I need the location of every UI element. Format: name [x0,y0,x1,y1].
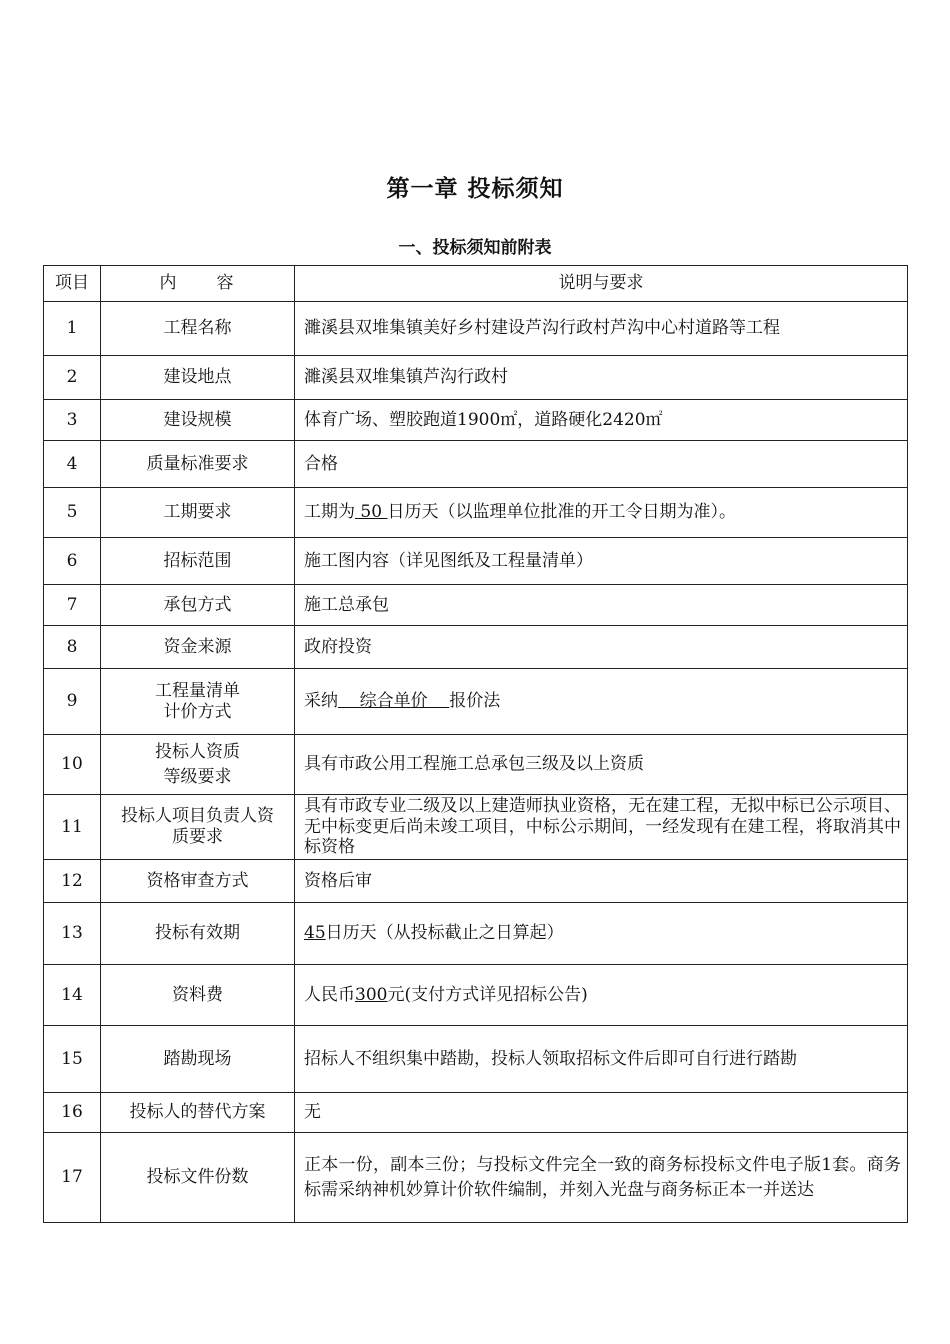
row-item: 工期要求 [101,488,295,538]
table-row [44,400,908,441]
table-row [44,538,908,585]
header-desc: 说明与要求 [295,266,908,302]
row-item-line: 等级要求 [163,766,232,787]
row-number: 4 [44,441,101,488]
row-number: 13 [44,903,101,965]
section-title: 一、投标须知前附表 [398,238,552,258]
row-item: 建设规模 [101,400,295,441]
table-row [44,669,908,735]
desc-suffix: 元(支付方式详见招标公告) [387,984,588,1005]
row-item: 建设地点 [101,356,295,400]
row-number: 2 [44,356,101,400]
row-item: 质量标准要求 [101,441,295,488]
row-desc: 施工总承包 [295,585,908,626]
table-row [44,1133,908,1223]
table-header-row [44,266,908,302]
row-number: 3 [44,400,101,441]
row-item: 工程名称 [101,302,295,356]
row-desc: 具有市政专业二级及以上建造师执业资格，无在建工程，无拟中标已公示项目、无中标变更后尚未竣工项目，中标公示期间，一经发现有在建工程，将取消其中标资格 [295,795,908,860]
pricing-method-value: 综合单价 [338,691,450,712]
table-row [44,1026,908,1093]
row-number: 15 [44,1026,101,1093]
table-row [44,585,908,626]
desc-prefix: 采纳 [304,691,338,712]
row-number: 8 [44,626,101,669]
table-row [44,795,908,860]
row-item-line: 计价方式 [163,701,232,722]
bidding-appendix-table [43,265,908,1223]
fee-value: 300 [355,984,388,1005]
row-item-line: 质要求 [172,827,223,847]
table-row [44,356,908,400]
table-row [44,488,908,538]
row-desc: 体育广场、塑胶跑道1900㎡，道路硬化2420㎡ [295,400,908,441]
table-row [44,903,908,965]
row-item: 招标范围 [101,538,295,585]
table-row [44,441,908,488]
row-item: 资金来源 [101,626,295,669]
table-row [44,965,908,1026]
table-row [44,626,908,669]
row-number: 17 [44,1133,101,1223]
table-row [44,1093,908,1133]
table-row [44,302,908,356]
row-number: 16 [44,1093,101,1133]
table-row [44,735,908,795]
row-desc: 濉溪县双堆集镇芦沟行政村 [295,356,908,400]
row-number: 6 [44,538,101,585]
row-desc [295,488,908,538]
row-item [101,735,295,795]
row-desc: 具有市政公用工程施工总承包三级及以上资质 [295,735,908,795]
validity-value: 45 [304,923,326,944]
row-item: 承包方式 [101,585,295,626]
desc-suffix: 报价法 [449,691,501,712]
row-desc: 资格后审 [295,860,908,903]
row-number: 11 [44,795,101,860]
table-row [44,860,908,903]
row-desc: 濉溪县双堆集镇美好乡村建设芦沟行政村芦沟中心村道路等工程 [295,302,908,356]
row-desc: 施工图内容（详见图纸及工程量清单） [295,538,908,585]
header-no: 项目 [44,266,101,302]
row-number: 1 [44,302,101,356]
desc-suffix: 日历天（从投标截止之日算起） [325,923,564,944]
row-item: 踏勘现场 [101,1026,295,1093]
row-desc [295,965,908,1026]
desc-suffix: 日历天（以监理单位批准的开工令日期为准）。 [387,502,736,523]
row-desc: 合格 [295,441,908,488]
row-item: 资料费 [101,965,295,1026]
duration-value: 50 [355,502,388,523]
row-number: 10 [44,735,101,795]
desc-prefix: 工期为 [304,502,355,523]
header-item: 内 容 [101,266,295,302]
row-item-line: 投标人项目负责人资 [121,806,274,827]
row-number: 7 [44,585,101,626]
chapter-title: 第一章 投标须知 [386,176,564,202]
desc-prefix: 人民币 [304,984,355,1005]
row-item-line: 工程量清单 [155,680,240,701]
row-desc: 无 [295,1093,908,1133]
row-item: 投标人的替代方案 [101,1093,295,1133]
row-number: 12 [44,860,101,903]
row-item [101,795,295,860]
row-item: 投标文件份数 [101,1133,295,1223]
row-number: 9 [44,669,101,735]
row-desc [295,903,908,965]
row-number: 14 [44,965,101,1026]
row-desc: 政府投资 [295,626,908,669]
row-item [101,669,295,735]
row-desc: 招标人不组织集中踏勘，投标人领取招标文件后即可自行进行踏勘 [295,1026,908,1093]
row-item-line: 投标人资质 [155,741,240,762]
row-desc: 正本一份，副本三份；与投标文件完全一致的商务标投标文件电子版1套。商务标需采纳神机妙算计价软件编制，并刻入光盘与商务标正本一并送达 [295,1133,908,1223]
row-item: 资格审查方式 [101,860,295,903]
row-number: 5 [44,488,101,538]
row-desc [295,669,908,735]
row-item: 投标有效期 [101,903,295,965]
